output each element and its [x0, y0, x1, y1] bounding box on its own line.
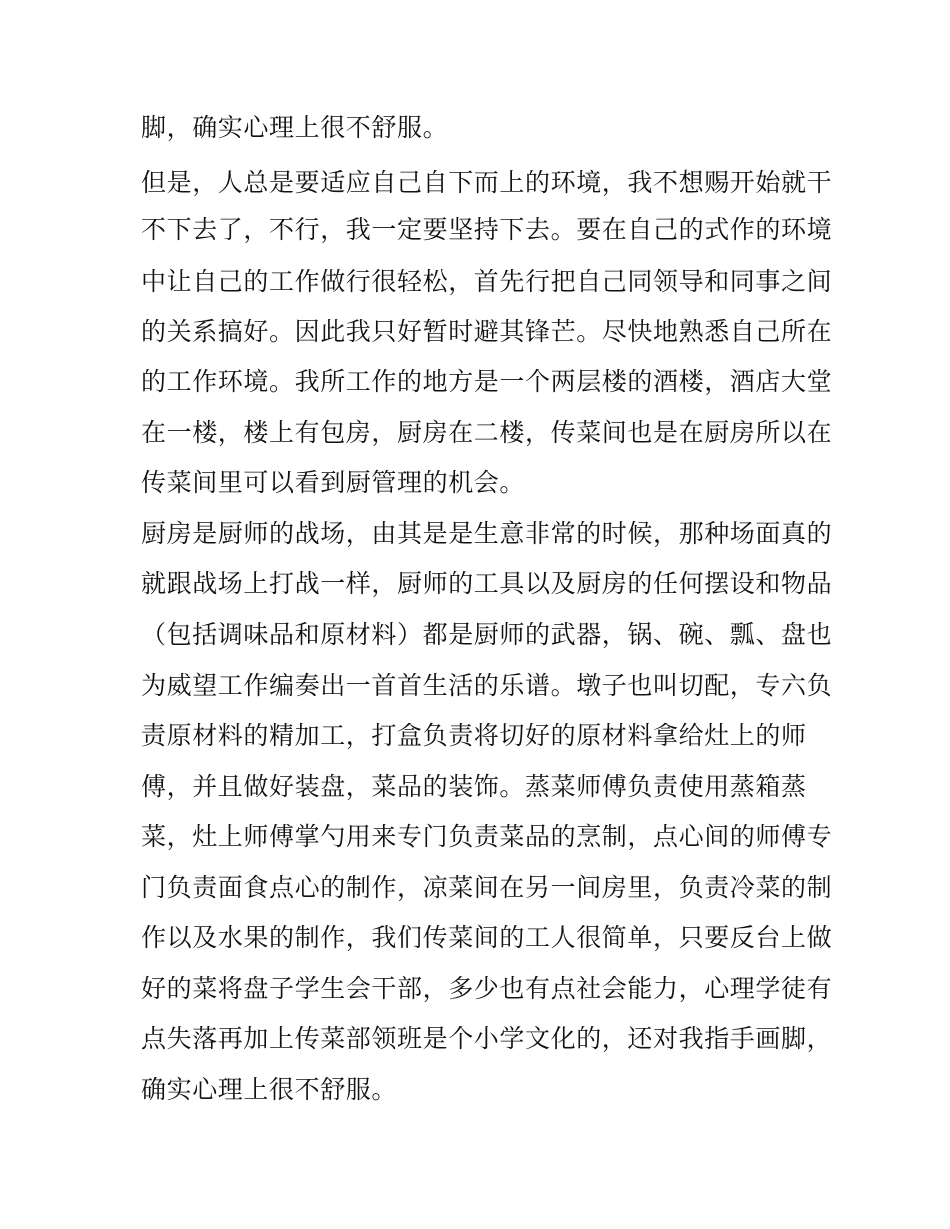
text-line: 为威望工作编奏出一首首生活的乐谱。墩子也叫切配，专六负	[141, 671, 833, 700]
text-line: 脚，确实心理上很不舒服。	[141, 113, 449, 142]
text-line: 责原材料的精加工，打盒负责将切好的原材料拿给灶上的师	[141, 721, 807, 750]
text-line: 不下去了，不行，我一定要坚持下去。要在自己的式作的环境	[141, 215, 833, 244]
text-line: 厨房是厨师的战场，由其是是生意非常的时候，那种场面真的	[141, 519, 833, 548]
text-line: 门负责面食点心的制作，凉菜间在另一间房里，负责冷菜的制	[141, 873, 833, 902]
text-line: 在一楼，楼上有包房，厨房在二楼，传菜间也是在厨房所以在	[141, 418, 833, 447]
text-line: 传菜间里可以看到厨管理的机会。	[141, 468, 526, 497]
text-line: 作以及水果的制作，我们传菜间的工人很简单，只要反台上做	[141, 923, 833, 952]
text-line: 傅，并且做好装盘，菜品的装饰。蒸菜师傅负责使用蒸箱蒸	[141, 772, 807, 801]
text-line: 点失落再加上传菜部领班是个小学文化的，还对我指手画脚，	[141, 1024, 833, 1053]
text-line: 就跟战场上打战一样，厨师的工具以及厨房的任何摆设和物品	[141, 569, 833, 598]
text-line: （包括调味品和原材料）都是厨师的武器，锅、碗、瓢、盘也	[141, 620, 833, 649]
text-line: 的关系搞好。因此我只好暂时避其锋芒。尽快地熟悉自己所在	[141, 317, 833, 346]
text-line: 中让自己的工作做行很轻松，首先行把自己同领导和同事之间	[141, 267, 833, 296]
text-line: 但是，人总是要适应自己自下而上的环境，我不想赐开始就干	[141, 168, 833, 197]
text-line: 确实心理上很不舒服。	[141, 1075, 398, 1104]
text-line: 好的菜将盘子学生会干部，多少也有点社会能力，心理学徒有	[141, 974, 833, 1003]
text-line: 的工作环境。我所工作的地方是一个两层楼的酒楼，酒店大堂	[141, 367, 833, 396]
text-line: 菜，灶上师傅掌勺用来专门负责菜品的烹制，点心间的师傅专	[141, 822, 833, 851]
